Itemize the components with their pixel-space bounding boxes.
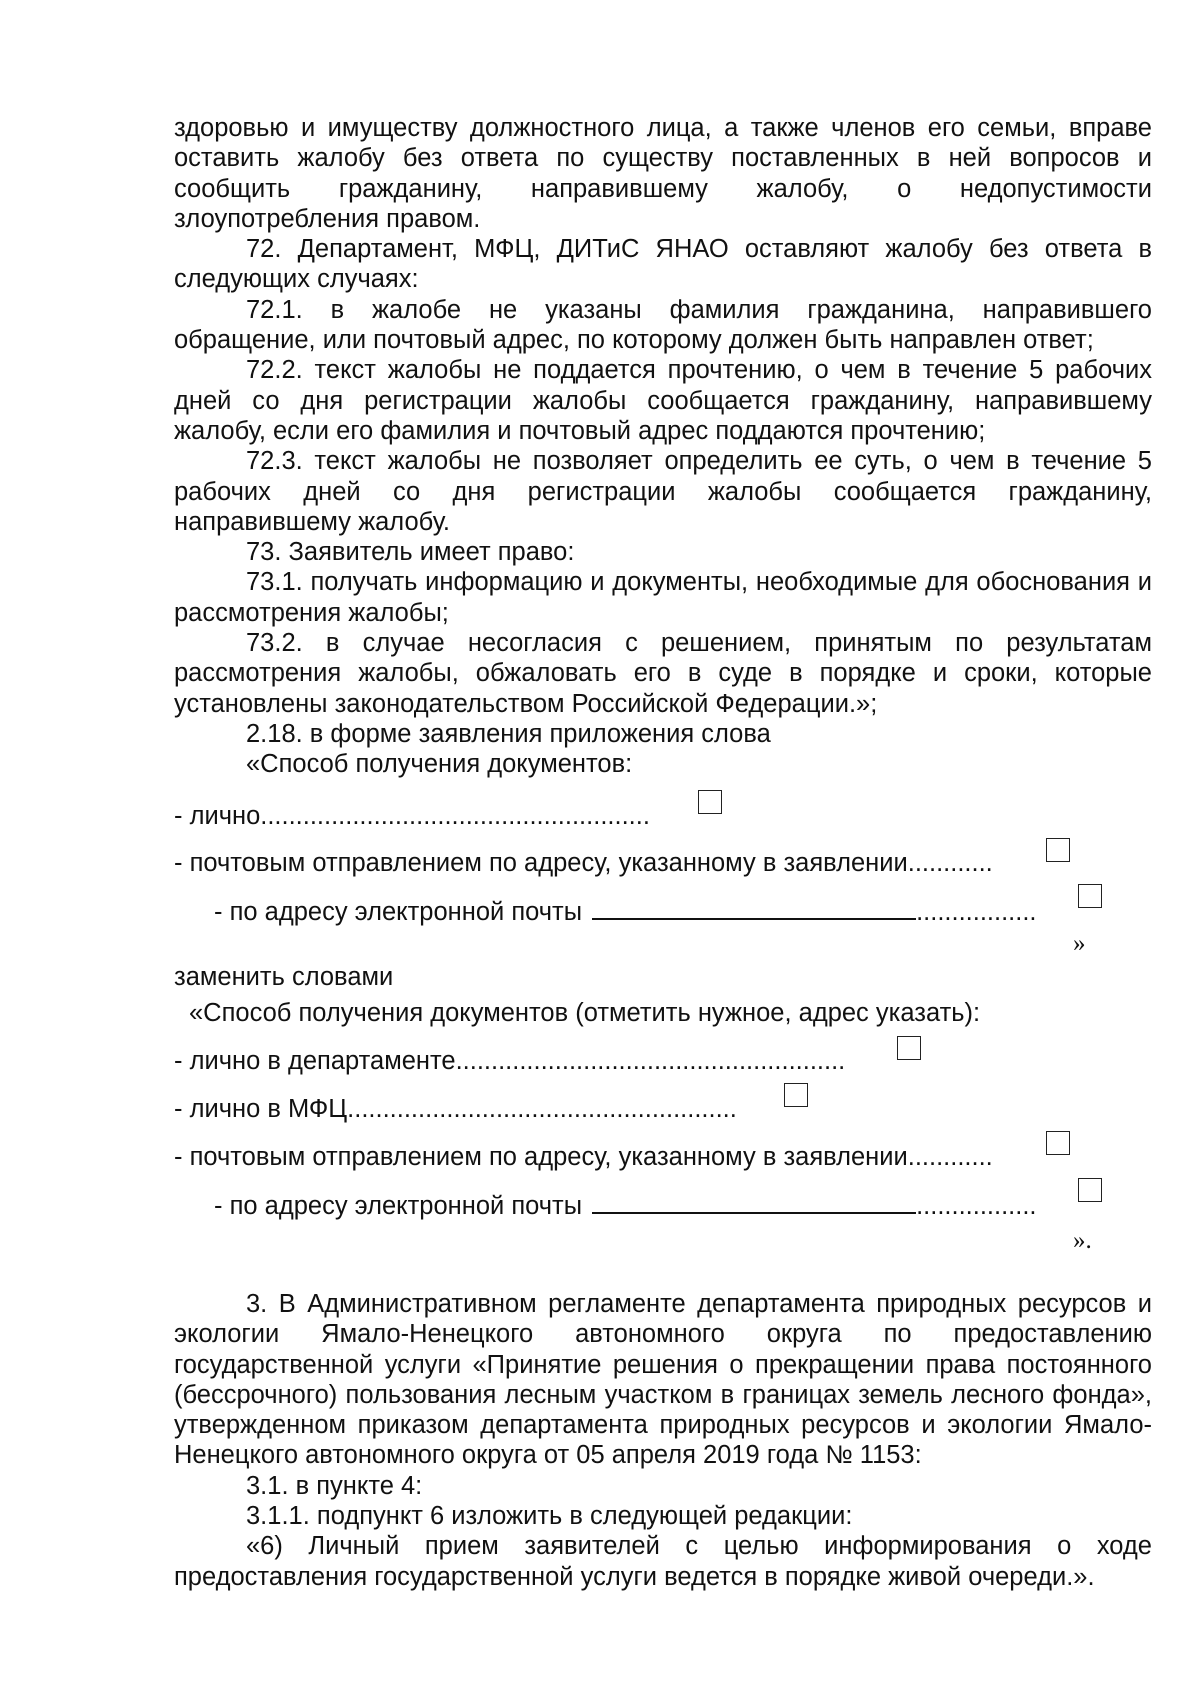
paragraph-subitem-6: «6) Личный прием заявителей с целью информирования о ходе предоставления государственной услуги ведется в порядке живой очереди.». [174, 1532, 1152, 1591]
paragraph-3-1: 3.1. в пункте 4: [246, 1471, 423, 1500]
new-option-mail: - почтовым отправлением по адресу, указанному в заявлении............ [174, 1143, 993, 1171]
paragraph-2-18: 2.18. в форме заявления приложения слова [246, 719, 771, 748]
replace-label: заменить словами [174, 963, 394, 991]
paragraph-72-3: 72.3. текст жалобы не позволяет определить ее суть, о чем в течение 5 рабочих дней со дня регистрации жалобы сообщается гражданину, направившему жалобу. [174, 447, 1152, 536]
old-checkbox-personal[interactable] [698, 790, 722, 814]
paragraph-71-continuation: здоровью и имуществу должностного лица, а также членов его семьи, вправе оставить жалобу без ответа по существу поставленных в ней вопросов и сообщить гражданину, направившему жалобу, о недопустимости злоупотребления правом. [174, 114, 1152, 233]
old-form-closing-quote: » [1073, 930, 1086, 957]
bottom-text-block [174, 1289, 1152, 1592]
paragraph-73-1: 73.1. получать информацию и документы, необходимые для обоснования и рассмотрения жалобы; [174, 568, 1152, 627]
paragraph-73-2: 73.2. в случае несогласия с решением, принятым по результатам рассмотрения жалобы, обжаловать его в суде в порядке и сроки, которые установлены законодательством Российской Федерации.»; [174, 629, 1152, 718]
old-option-personal: - лично....................................................... [174, 802, 650, 830]
new-checkbox-email[interactable] [1078, 1178, 1102, 1202]
old-option-email-label: - по адресу электронной почты [214, 898, 583, 926]
new-option-email-label: - по адресу электронной почты [214, 1192, 583, 1220]
new-option-department: - лично в департаменте....................................................... [174, 1047, 846, 1075]
old-email-blank-line[interactable] [592, 896, 916, 920]
paragraph-72-1: 72.1. в жалобе не указаны фамилия гражданина, направившего обращение, или почтовый адрес, по которому должен быть направлен ответ; [174, 295, 1152, 355]
new-checkbox-department[interactable] [897, 1036, 921, 1060]
old-form-heading: «Способ получения документов: [246, 750, 633, 779]
paragraph-73: 73. Заявитель имеет право: [246, 538, 575, 567]
paragraph-72: 72. Департамент, МФЦ, ДИТиС ЯНАО оставляют жалобу без ответа в следующих случаях: [174, 235, 1152, 294]
new-email-dots: ................. [916, 1192, 1037, 1220]
paragraph-3-1-1: 3.1.1. подпункт 6 изложить в следующей редакции: [246, 1502, 853, 1531]
new-checkbox-mfc[interactable] [784, 1083, 808, 1107]
new-checkbox-mail[interactable] [1046, 1131, 1070, 1155]
new-option-mfc: - лично в МФЦ....................................................... [174, 1095, 737, 1123]
new-form-closing-quote: ». [1073, 1227, 1092, 1254]
new-email-blank-line[interactable] [592, 1190, 916, 1214]
paragraph-72-2: 72.2. текст жалобы не поддается прочтению, о чем в течение 5 рабочих дней со дня регистрации жалобы сообщается гражданину, направившему жалобу, если его фамилия и почтовый адрес поддаются прочтению; [174, 356, 1152, 445]
new-option-email-row [214, 1190, 1037, 1221]
paragraph-3: 3. В Административном регламенте департамента природных ресурсов и экологии Ямало-Ненецкого автономного округа по предоставлению государственной услуги «Принятие решения о прекращении права постоянного (бессрочного) пользования лесным участком в границах земель лесного фонда», утвержденном приказом департамента природных ресурсов и экологии Ямало-Ненецкого автономного округа от 05 апреля 2019 года № 1153: [174, 1290, 1152, 1470]
old-option-mail: - почтовым отправлением по адресу, указанному в заявлении............ [174, 849, 993, 877]
old-email-dots: ................. [916, 898, 1037, 926]
new-form-heading: «Способ получения документов (отметить нужное, адрес указать): [189, 999, 981, 1027]
top-text-block [174, 113, 1152, 780]
old-checkbox-email[interactable] [1078, 884, 1102, 908]
old-checkbox-mail[interactable] [1046, 838, 1070, 862]
old-option-email-row [214, 896, 1037, 927]
